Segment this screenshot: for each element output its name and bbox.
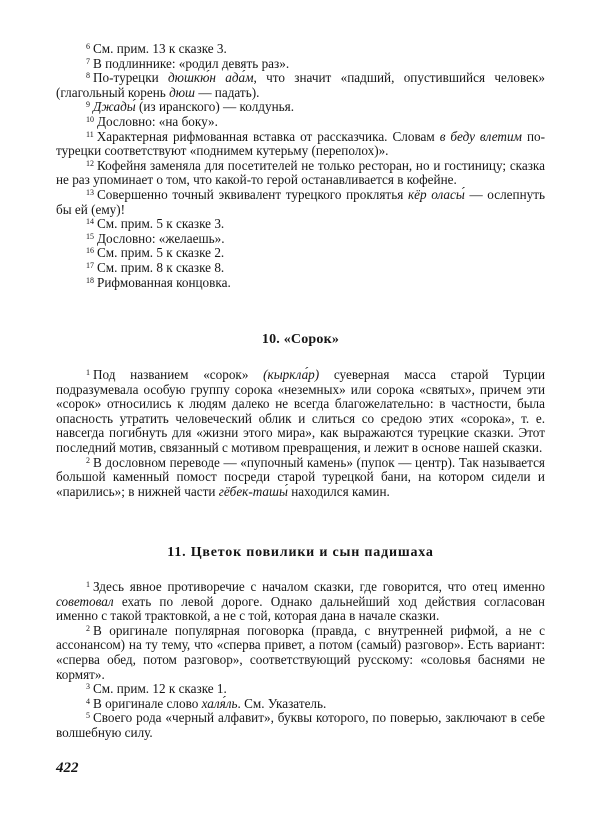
footnote-text: суеверная масса старой Турции подразумевала особую группу сорока «неземных» или сорока «святых», причем эти «сорок» относились к людям далеко не всегда благожелательно: в частности, была опасность утратить человеческий облик и слиться со средою этих «сорока», т. е. навсегда погибнуть для «жизни этого мира», как выражаются турецкие сказки. Этот последний мотив, связанный с мотивом превращения, и лежит в основе нашей сказки. [56, 367, 545, 455]
footnote-number: 7 [86, 56, 90, 66]
footnote-text: Рифмованная концовка. [97, 274, 231, 290]
footnote-number: 2 [86, 623, 90, 633]
footnote-text: По-турецки [93, 70, 168, 86]
italic-term: дюш [169, 84, 196, 100]
footnote-text: , что значит «падший, опустившийся человек» (глагольный корень [56, 70, 546, 100]
footnote [56, 624, 545, 682]
footnote-text: См. прим. 8 к сказке 8. [97, 259, 225, 275]
footnote-number: 18 [86, 275, 94, 285]
footnote-number: 15 [86, 231, 94, 241]
footnote [56, 42, 545, 57]
footnote-number: 1 [86, 368, 90, 377]
italic-term: в беду влетим [439, 128, 522, 144]
footnote-text: Совершенно точный эквивалент турецкого проклятья [97, 186, 408, 202]
footnote-number: 10 [86, 114, 94, 124]
footnote-text: находился камин. [287, 483, 390, 499]
footnote [56, 115, 545, 130]
footnote-number: 2 [86, 455, 90, 465]
italic-term: советовал [56, 593, 114, 609]
footnote-text: Своего рода «черный алфавит», буквы которого, по поверью, заключают в себе волшебную силу. [56, 710, 545, 740]
footnote-number: 5 [86, 711, 90, 721]
section-heading-11: 11. Цветок повилики и сын падишаха [167, 545, 434, 560]
footnote-text: См. прим. 5 к сказке 2. [97, 245, 225, 261]
footnote [56, 246, 545, 261]
italic-term: дюшкю́н ада́м [167, 70, 254, 86]
italic-term: халя́ль [201, 695, 238, 711]
footnote-number: 14 [86, 217, 94, 227]
footnote [56, 368, 545, 456]
footnote-text: Дословно: «желаешь». [97, 230, 225, 246]
footnote [56, 130, 545, 159]
footnote [56, 276, 545, 291]
footnote [56, 711, 545, 740]
footnote-text: В оригинале популярная поговорка (правда, с внутренней рифмой, а не с ассонансом) на ту тему, что «сперва привет, а потом (самый) разговор». Есть вариант: «сперва обед, потом разговор», соответствующий русскому: «соловья баснями не кормят». [56, 622, 545, 682]
footnote-text: См. прим. 12 к сказке 1. [93, 681, 227, 697]
notes-section-11 [56, 580, 545, 741]
footnote-text: Характерная рифмованная вставка от рассказчика. Словам [96, 128, 440, 144]
footnote [56, 456, 545, 500]
page-number: 422 [56, 760, 79, 776]
footnote-text: Дословно: «на боку». [97, 113, 218, 129]
footnote-text: Кофейня заменяла для посетителей не только ресторан, но и гостиницу; сказка не раз упоминает о том, что какой-то герой останавливается в кофейне. [56, 157, 545, 188]
section-heading-10: 10. «Сорок» [261, 332, 340, 347]
footnote-number: 8 [86, 71, 90, 81]
footnote-number: 9 [86, 100, 90, 110]
footnote-text: См. прим. 13 к сказке 3. [93, 41, 227, 56]
footnote [56, 57, 545, 72]
footnote-number: 6 [86, 42, 90, 51]
footnote-number: 3 [86, 682, 90, 692]
footnote-number: 4 [86, 696, 90, 706]
footnote-text: ехать по левой дороге. Однако дальнейший ход действия согласован именно с такой трактовкой, а не с той, которая дана в начале сказки. [56, 593, 545, 624]
footnote-text: — ослепнуть бы ей (ему)! [56, 186, 545, 217]
notes-section-9 [56, 42, 545, 290]
footnote [56, 217, 545, 232]
italic-term: кёр оласы́ [407, 186, 465, 202]
footnote [56, 232, 545, 247]
footnote-number: 17 [86, 260, 94, 270]
footnote-text: . См. Указатель. [237, 695, 327, 711]
footnote-number: 11 [86, 129, 94, 139]
footnote [56, 580, 545, 624]
italic-term: (кыркла́р) [263, 367, 320, 382]
footnote [56, 188, 545, 217]
footnote [56, 71, 545, 100]
footnote-text: Здесь явное противоречие с началом сказки, где говорится, что отец именно [93, 579, 545, 594]
footnote-text: Под названием «сорок» [93, 367, 264, 382]
notes-section-10 [56, 368, 545, 499]
italic-term: гёбек-ташы́ [218, 483, 288, 499]
footnote-text: В оригинале слово [93, 695, 202, 711]
footnote-text: (из иранского) — колдунья. [135, 99, 295, 115]
footnote [56, 159, 545, 188]
footnote [56, 100, 545, 115]
footnote-number: 13 [86, 187, 94, 197]
footnote-number: 1 [86, 580, 90, 589]
italic-term: Джады́ [93, 99, 136, 115]
footnote-text: по-турецки соответствуют «поднимем кутерьму (переполох)». [56, 128, 545, 159]
footnote [56, 682, 545, 697]
footnote-text: В подлиннике: «родил девять раз». [93, 55, 290, 71]
footnote-text: См. прим. 5 к сказке 3. [97, 216, 225, 232]
footnote [56, 697, 545, 712]
footnote [56, 261, 545, 276]
footnote-number: 16 [86, 246, 94, 256]
footnote-text: В дословном переводе — «пупочный камень» (пупок — центр). Так называется большой каменный помост посреди старой турецкой бани, на котором сидели и «парились»; в нижней части [56, 454, 545, 499]
footnote-number: 12 [86, 158, 94, 168]
footnote-text: — падать). [195, 84, 260, 100]
